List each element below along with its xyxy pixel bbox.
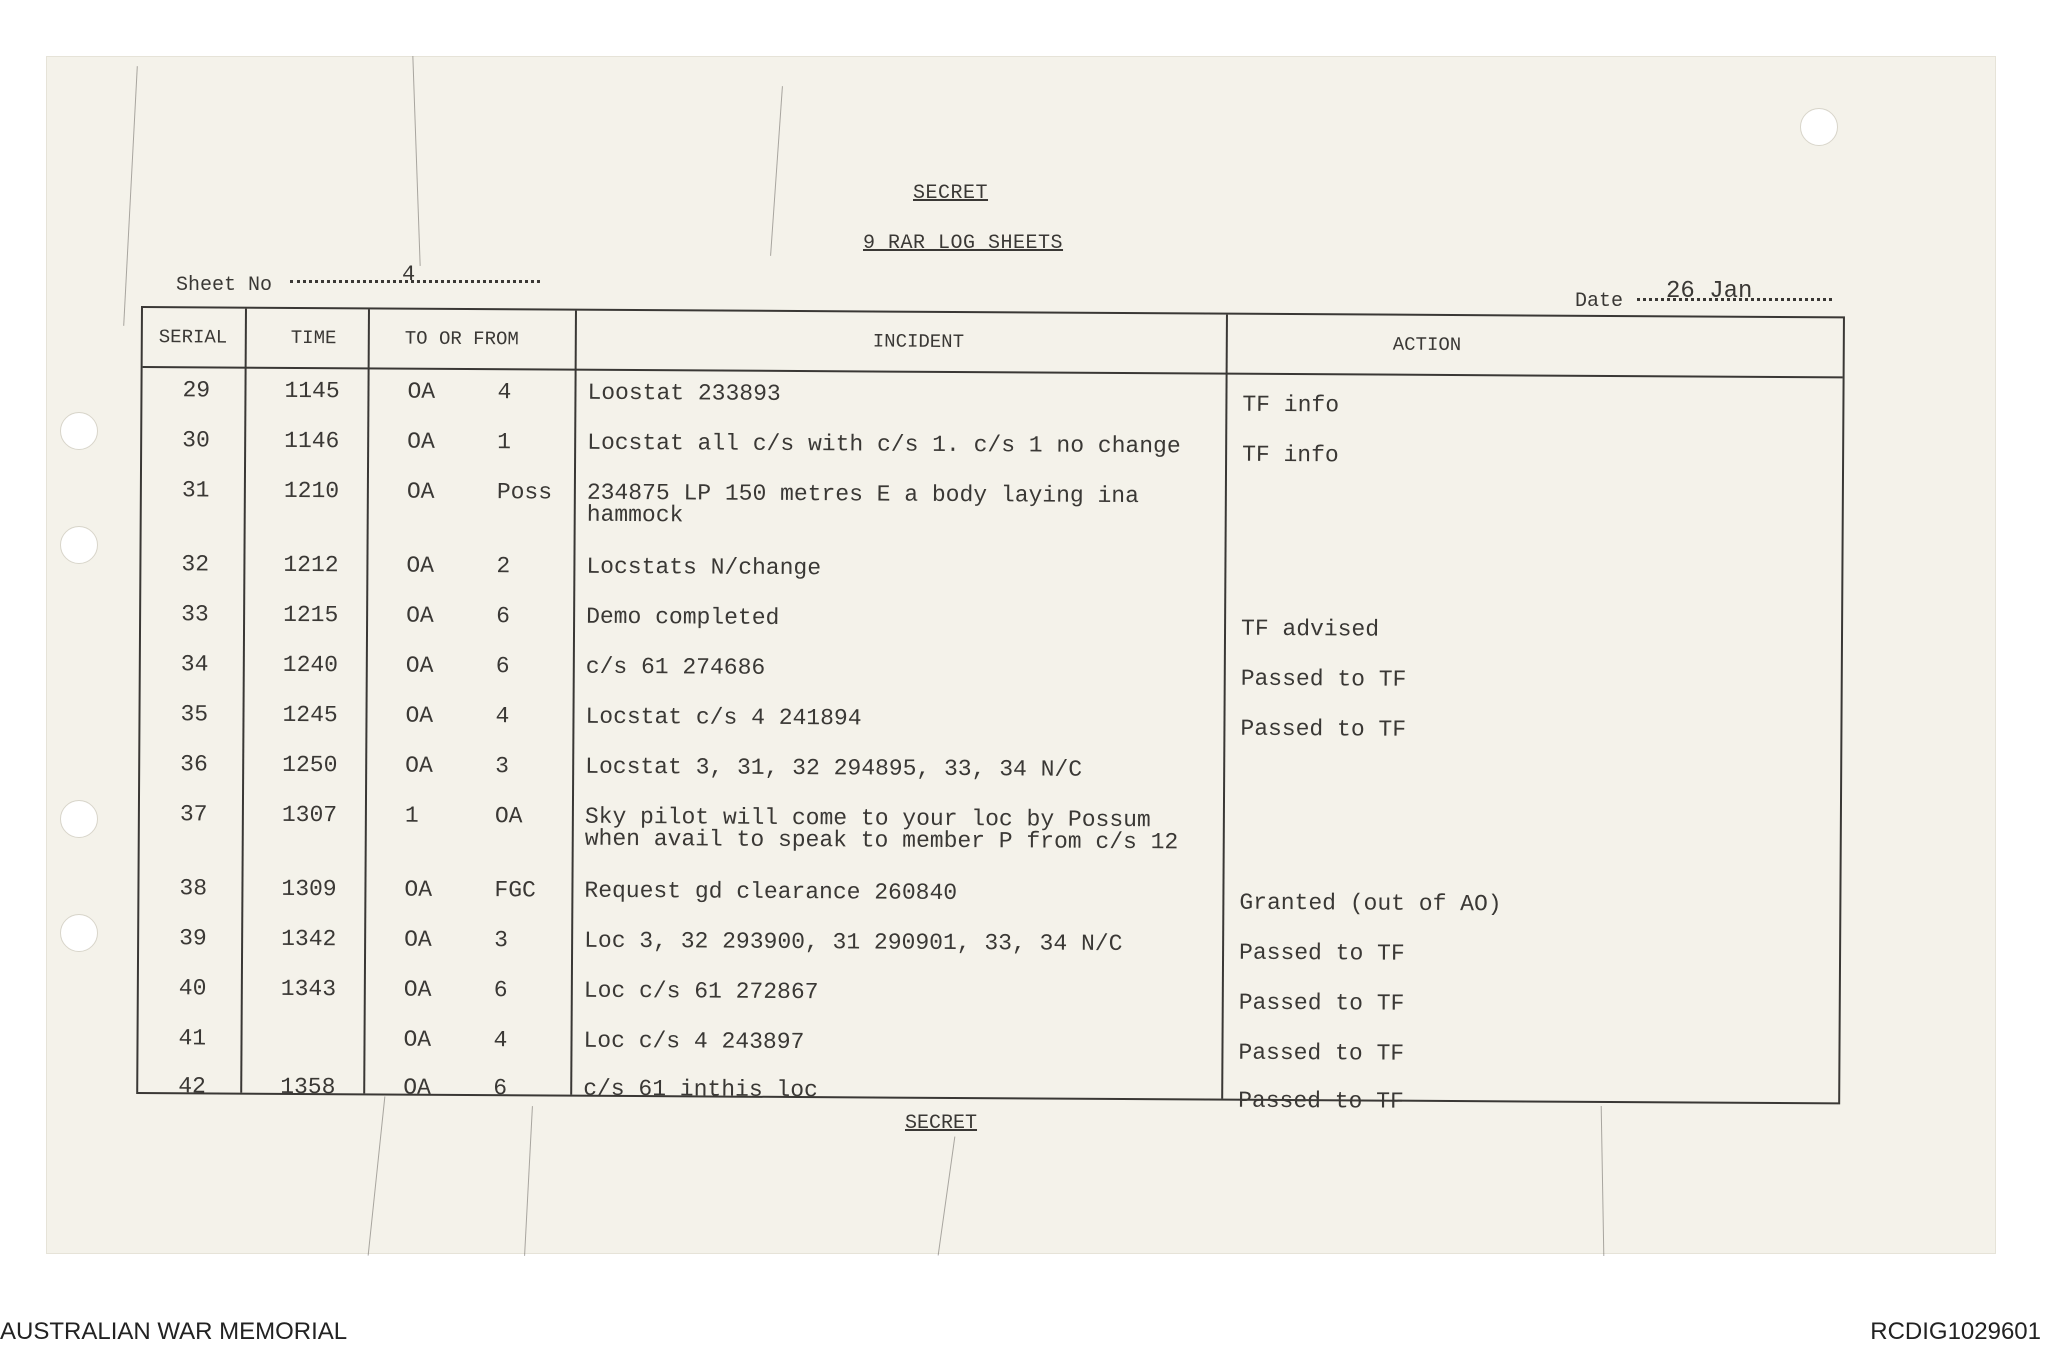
time-cell: 1358 (280, 1073, 336, 1101)
serial-cell: 39 (179, 925, 207, 952)
column-divider (240, 309, 247, 1093)
to-cell: OA (404, 926, 432, 953)
to-cell: OA (403, 976, 432, 1003)
from-cell: FGC (494, 877, 536, 904)
incident-cell: Sky pilot will come to your loc by Possum (584, 803, 1151, 834)
incident-cell: Demo completed (586, 603, 780, 631)
from-cell: 6 (493, 1075, 508, 1102)
from-cell: 4 (493, 1027, 508, 1054)
table-row (141, 601, 1841, 643)
incident-cell: Request gd clearance 260840 (584, 877, 958, 906)
incident-cell: Loc c/s 61 272867 (583, 977, 819, 1006)
action-cell: TF info (1242, 441, 1339, 469)
punch-hole (1800, 108, 1838, 146)
from-cell: 4 (495, 703, 510, 730)
time-cell: 1307 (281, 801, 338, 829)
punch-hole (60, 412, 98, 450)
serial-cell: 41 (178, 1025, 207, 1052)
incident-cell: Loc c/s 4 243897 (583, 1027, 805, 1056)
time-cell: 1250 (282, 751, 338, 779)
document-title: 9 RAR LOG SHEETS (863, 232, 1064, 255)
to-cell: OA (405, 752, 433, 779)
table-row (143, 377, 1843, 419)
from-cell: 3 (494, 927, 509, 954)
serial-cell: 33 (181, 601, 209, 628)
action-cell: Granted (out of AO) (1239, 889, 1502, 918)
table-row (138, 1073, 1838, 1115)
classification-top: SECRET (913, 182, 989, 205)
action-cell: TF advised (1240, 615, 1380, 643)
sheet-no-label: Sheet No (176, 274, 273, 297)
to-cell: OA (406, 552, 435, 579)
serial-cell: 31 (181, 477, 210, 504)
table-row (142, 427, 1842, 469)
to-cell: OA (403, 1026, 432, 1053)
action-cell: Passed to TF (1238, 1087, 1404, 1115)
to-cell: OA (405, 702, 434, 729)
time-cell: 1343 (280, 975, 337, 1003)
incident-cell: Locstat all c/s with c/s 1. c/s 1 no change (587, 429, 1181, 460)
time-cell: 1145 (284, 377, 340, 405)
serial-cell: 34 (180, 651, 209, 678)
action-cell: Passed to TF (1240, 715, 1407, 743)
table-row (141, 651, 1841, 693)
time-cell: 1146 (284, 427, 340, 455)
to-cell: OA (403, 1074, 431, 1101)
incident-cell: Locstat 3, 31, 32 294895, 33, 34 N/C (585, 753, 1083, 783)
to-cell: OA (406, 602, 434, 629)
serial-cell: 36 (180, 751, 208, 778)
action-cell: Passed to TF (1238, 1039, 1405, 1067)
incident-cell: Loc 3, 32 293900, 31 290901, 33, 34 N/C (584, 927, 1123, 958)
action-cell: Passed to TF (1240, 665, 1407, 693)
action-cell: TF info (1242, 391, 1340, 419)
serial-cell: 40 (178, 975, 207, 1002)
to-cell: OA (407, 428, 435, 455)
to-cell: OA (405, 652, 434, 679)
table-row (141, 701, 1841, 743)
serial-cell: 29 (182, 377, 211, 404)
paper-crease (412, 56, 420, 266)
serial-cell: 35 (180, 701, 209, 728)
from-cell: 4 (497, 379, 512, 406)
time-cell: 1245 (282, 701, 338, 729)
to-cell: OA (406, 478, 435, 505)
header-time: TIME (290, 326, 337, 350)
time-cell: 1309 (281, 875, 337, 903)
paper-crease (770, 86, 783, 256)
column-divider (363, 309, 370, 1093)
table-row (140, 801, 1840, 856)
incident-cell: hammock (586, 501, 684, 529)
paper-crease (524, 1106, 533, 1256)
header-incident: INCIDENT (872, 330, 965, 354)
credit-right: RCDIG1029601 (1870, 1318, 2041, 1345)
incident-cell: c/s 61 274686 (585, 653, 766, 681)
from-cell: 6 (495, 653, 510, 680)
punch-hole (60, 526, 98, 564)
classification-bottom: SECRET (905, 1112, 978, 1135)
time-cell: 1342 (281, 925, 337, 953)
date-label: Date (1575, 290, 1624, 313)
action-cell: Passed to TF (1238, 989, 1405, 1017)
incident-cell: Locstat c/s 4 241894 (585, 703, 862, 732)
table-row (141, 551, 1841, 582)
serial-cell: 37 (179, 801, 208, 828)
sheet-no-value: 4 (402, 262, 416, 287)
to-cell: 1 (404, 802, 419, 829)
paper-crease (368, 1096, 386, 1255)
paper-crease (123, 66, 138, 326)
header-divider (143, 366, 1843, 378)
incident-cell: Loostat 233893 (587, 379, 781, 407)
column-divider (570, 311, 577, 1095)
serial-cell: 42 (178, 1073, 206, 1100)
to-cell: OA (404, 876, 433, 903)
column-divider (1221, 315, 1228, 1099)
table-row (142, 477, 1842, 529)
incident-cell: Locstats N/change (586, 553, 822, 582)
serial-cell: 38 (179, 875, 208, 902)
punch-hole (60, 914, 98, 952)
paper-crease (1601, 1106, 1605, 1256)
serial-cell: 32 (181, 551, 210, 578)
from-cell: Poss (496, 479, 553, 506)
punch-hole (60, 800, 98, 838)
time-cell: 1240 (282, 651, 339, 679)
time-cell: 1212 (283, 551, 339, 579)
credit-left: AUSTRALIAN WAR MEMORIAL (0, 1318, 348, 1345)
action-cell: Passed to TF (1238, 939, 1405, 967)
to-cell: OA (407, 378, 436, 405)
time-cell: 1215 (283, 601, 339, 629)
header-serial: SERIAL (158, 326, 228, 349)
incident-cell: c/s 61 inthis loc (583, 1075, 818, 1104)
from-cell: OA (494, 803, 523, 830)
paper-crease (938, 1137, 956, 1256)
from-cell: 2 (496, 553, 511, 580)
serial-cell: 30 (182, 427, 210, 454)
table-row (139, 1025, 1839, 1067)
time-cell: 1210 (283, 477, 340, 505)
table-row (139, 975, 1839, 1017)
header-action: ACTION (1392, 333, 1462, 357)
table-row (139, 925, 1839, 967)
log-table (136, 306, 1845, 1115)
table-row (140, 751, 1840, 783)
from-cell: 6 (493, 977, 508, 1004)
from-cell: 6 (496, 603, 511, 630)
date-value: 26 Jan (1666, 278, 1753, 305)
from-cell: 3 (495, 753, 510, 780)
incident-cell: when avail to speak to member P from c/s 12 (584, 825, 1179, 856)
from-cell: 1 (497, 429, 512, 456)
incident-cell: 234875 LP 150 metres E a body laying ina (586, 479, 1140, 510)
table-row (140, 875, 1840, 918)
header-to-or-from: TO OR FROM (404, 327, 519, 351)
